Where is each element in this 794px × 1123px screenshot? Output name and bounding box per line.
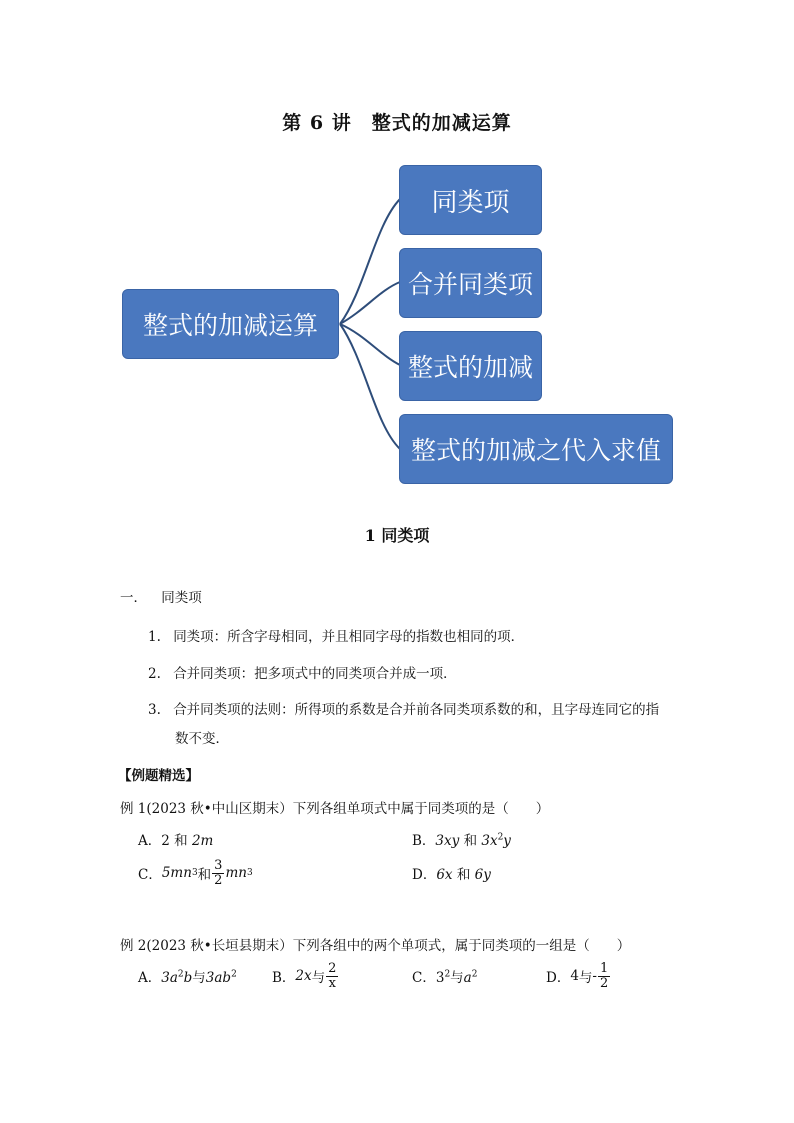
part-number: 一．: [120, 590, 147, 606]
example2-stem: 例 2(2023 秋•长垣县期末）下列各组中的两个单项式，属于同类项的一组是（ ）: [120, 938, 631, 954]
point-3-cont: 数不变．: [175, 731, 229, 747]
point-2-num: 2.: [148, 666, 161, 682]
fraction: $\frac{3}{2}$: [214, 857, 223, 888]
section-title: 1 同类项: [364, 526, 430, 545]
mindmap-child-3: 整式的加减: [399, 331, 542, 401]
page-title: 第 6 讲 整式的加减运算: [282, 112, 512, 134]
fraction: $\frac{2}{x}$: [328, 960, 337, 991]
mindmap-root: 整式的加减运算: [122, 289, 339, 359]
point-3-num: 3.: [148, 702, 161, 718]
point-2: [148, 662, 457, 682]
point-2-text: 合并同类项：把多项式中的同类项合并成一项．: [173, 666, 457, 682]
fraction: $\frac{1}{2}$: [599, 960, 609, 991]
example1-option-d: D．6x 和 6y: [412, 867, 491, 883]
example2-option-c: C．$3^2$与$a^2$: [412, 969, 478, 986]
part-title: 同类项: [161, 590, 202, 606]
point-3-text: 合并同类项的法则：所得项的系数是合并前各同类项系数的和，且字母连同它的指: [173, 702, 660, 718]
examples-heading: 【例题精选】: [118, 768, 199, 784]
example2-option-a: A．$3a^2b$与$3ab^2$: [138, 969, 237, 986]
connector-1: [340, 199, 400, 324]
example1-option-a: A．2 和 2m: [138, 833, 214, 849]
point-1-text: 同类项：所含字母相同，并且相同字母的指数也相同的项．: [173, 629, 525, 645]
mindmap-child-2: 合并同类项: [399, 248, 542, 318]
mindmap-child-1: 同类项: [399, 165, 542, 235]
point-1: [148, 625, 524, 645]
point-1-num: 1.: [148, 629, 161, 645]
example1-stem: 例 1(2023 秋•中山区期末）下列各组单项式中属于同类项的是（ ）: [120, 801, 550, 817]
connector-3: [340, 324, 400, 365]
part-heading: [120, 586, 202, 606]
mindmap-child-4: 整式的加减之代入求值: [399, 414, 673, 484]
example2-option-d: D． 4 与 - $\frac{1}{2}$: [546, 960, 609, 991]
example2-option-b: B． 2x 与 $\frac{2}{x}$: [272, 960, 337, 991]
example1-option-c: C． 5mn 3 和 $\frac{3}{2}$ mn 3: [138, 857, 253, 888]
point-3: [148, 698, 659, 718]
example1-option-b: B．3xy 和 $3x^2y$: [412, 832, 511, 849]
connector-2: [340, 282, 400, 324]
